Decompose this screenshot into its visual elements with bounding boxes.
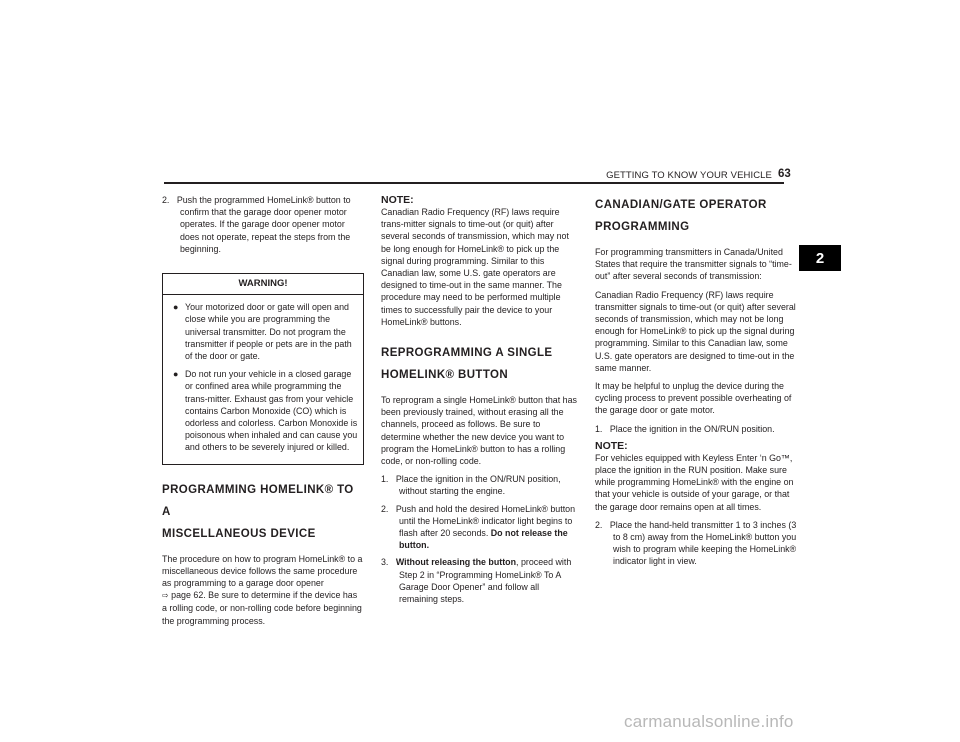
- section-heading-misc-device: [162, 479, 364, 545]
- heading-line-1: PROGRAMMING HOMELINK® TO A: [162, 483, 354, 518]
- step-2: [381, 503, 579, 552]
- note-label: NOTE:: [595, 439, 628, 452]
- step-emphasis: Without releasing the button: [395, 557, 517, 568]
- heading-line-1: CANADIAN/GATE OPERATOR: [595, 199, 767, 211]
- step-emphasis: Do not release the button.: [399, 528, 568, 551]
- header-divider: [164, 182, 784, 184]
- step-text: , proceed with Step 2 in “Programming HomeLink® To A Garage Door Opener” and follow all remaining steps.: [399, 557, 572, 605]
- step-number: 2.: [162, 195, 170, 205]
- heading-line-2: PROGRAMMING: [595, 221, 690, 233]
- note-text: Canadian Radio Frequency (RF) laws require trans-mitter signals to time-out (or quit) after several seconds of transmission, which may not be long enough for HomeLink® to pick up the signal during programming. Similar to this Canadian law, some U.S. gate operators are designed to time-out in the same manner. The procedure may need to be performed multiple times to successfully pair the device to your HomeLink® buttons.: [381, 207, 569, 327]
- column-middle: [381, 194, 579, 610]
- step-text: Push and hold the desired HomeLink® button until the HomeLink® indicator light begins to flash after 20 seconds.: [395, 503, 576, 539]
- paragraph-text: The procedure on how to program HomeLink® to a miscellaneous device follows the same procedure as programming to a garage door opener: [162, 553, 363, 589]
- canadian-paragraph-3: It may be helpful to unplug the device during the cycling process to prevent possible overheating of the garage door or gate motor.: [595, 381, 792, 416]
- warning-item: [169, 301, 359, 362]
- step-number: 1.: [381, 474, 389, 485]
- heading-line-2: HOMELINK® BUTTON: [381, 369, 509, 382]
- page-reference-link[interactable]: page 62. Be sure to determine if the device has a rolling code, or non-rolling code before beginning the programming process.: [162, 590, 362, 626]
- step-3: [381, 556, 579, 605]
- heading-line-1: REPROGRAMMING A SINGLE: [381, 347, 553, 360]
- step-number: 2.: [595, 519, 603, 530]
- step-2-confirm: [162, 194, 364, 255]
- note-block: [595, 440, 797, 513]
- canadian-paragraph-2: Canadian Radio Frequency (RF) laws require transmitter signals to time-out (or quit) after several seconds of transmission, which may not be long enough for HomeLink® to pick up the signal during programming. Similar to this Canadian law, some U.S. gate operators are designed to time-out in the same manner.: [595, 289, 796, 373]
- section-heading-canadian-gate: [595, 194, 797, 238]
- step-number: 1.: [595, 423, 603, 434]
- warning-box: [162, 273, 364, 465]
- canadian-paragraph-1: For programming transmitters in Canada/United States that require the transmitter signals to “time-out” after several seconds of transmission:: [595, 247, 792, 282]
- section-heading-reprogramming: [381, 342, 579, 386]
- step-2: [595, 519, 797, 568]
- column-left: [162, 194, 364, 633]
- step-text: Place the ignition in the ON/RUN position, without starting the engine.: [395, 474, 561, 497]
- running-header-title: GETTING TO KNOW YOUR VEHICLE: [606, 170, 772, 181]
- column-right: [595, 194, 797, 573]
- reprogramming-intro: To reprogram a single HomeLink® button that has been previously trained, without erasing all the channels, proceed as follows. Be sure to determine whether the new device you want to program the HomeLink® button to has a rolling code, or non-rolling code.: [381, 395, 577, 467]
- warning-item-text: Your motorized door or gate will open and close while you are programming the universal transmitter. Do not program the transmitter if people or pets are in the path of the door or gate.: [185, 302, 352, 362]
- page-number: 63: [778, 168, 791, 180]
- warning-title: WARNING!: [163, 274, 363, 295]
- step-text: Push the programmed HomeLink® button to confirm that the garage door opener motor operates. If the garage door opener motor does not operate, repeat the steps from the beginning.: [176, 195, 351, 254]
- site-watermark: carmanualsonline.info: [624, 712, 794, 731]
- step-number: 3.: [381, 557, 389, 568]
- note-text: For vehicles equipped with Keyless Enter ‘n Go™, place the ignition in the RUN position. Make sure while programming HomeLink® with the engine on that your vehicle is outside of your garage, or that the garage door remains open at all times.: [595, 452, 794, 512]
- warning-body: [163, 295, 363, 463]
- note-label: NOTE:: [381, 194, 414, 206]
- warning-item-text: Do not run your vehicle in a closed garage or confined area while programming the trans-mitter. Exhaust gas from your vehicle contains Carbon Monoxide (CO) which is odorless and colorless. Carbon Monoxide is poisonous when inhaled and can cause you and others to be severely injured or killed.: [185, 369, 358, 453]
- step-1: [381, 473, 579, 497]
- misc-device-paragraph: [162, 553, 364, 627]
- heading-line-2: MISCELLANEOUS DEVICE: [162, 527, 316, 540]
- page-reference-arrow-icon: ⇨: [162, 591, 169, 601]
- chapter-tab: 2: [799, 245, 841, 271]
- step-number: 2.: [381, 503, 389, 514]
- bullet-icon: ●: [173, 369, 179, 380]
- note-block: [381, 194, 579, 328]
- bullet-icon: ●: [173, 302, 179, 313]
- step-text: Place the hand-held transmitter 1 to 3 inches (3 to 8 cm) away from the HomeLink® button you wish to program while keeping the HomeLink® indicator light in view.: [609, 519, 797, 567]
- step-text: Place the ignition in the ON/RUN position.: [609, 423, 775, 434]
- warning-item: [169, 368, 359, 453]
- step-1: [595, 423, 797, 435]
